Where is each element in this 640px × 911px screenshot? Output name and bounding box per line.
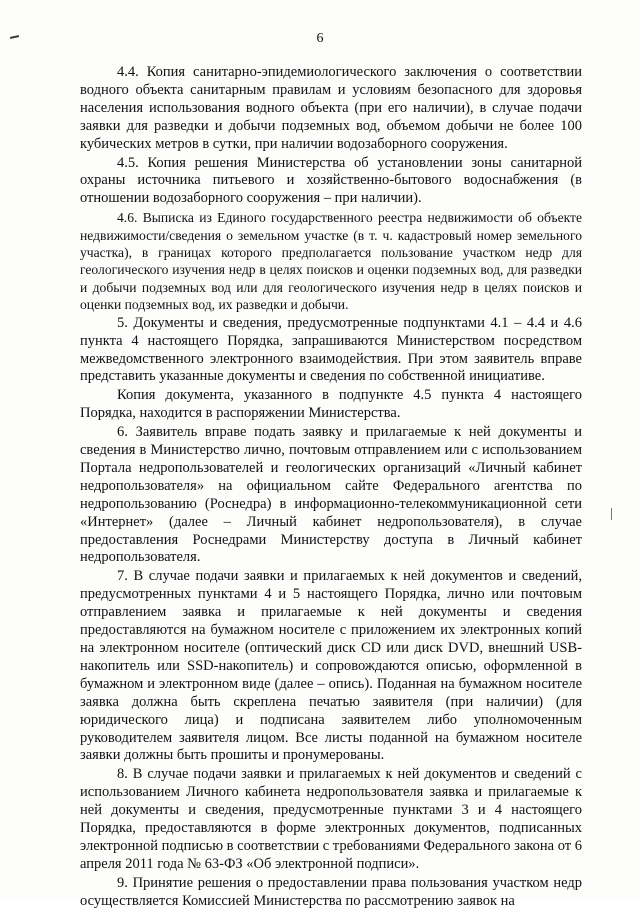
paragraph-8: 8. В случае подачи заявки и прилагаемых к ней документов и сведений с использованием Личного кабинета недропользователя заявка и прилагаемые к ней документы и сведения, предусмотренные пунктами 3 и 4 настоящего Порядка, предоставляются в форме электронных документов, подписанных электронной подписью в соответствии с требованиями Федерального закона от 6 апреля 2011 года № 63-ФЗ «Об электронной подписи». — [80, 766, 582, 872]
document-body — [80, 64, 582, 911]
paragraph-7: 7. В случае подачи заявки и прилагаемых к ней документов и сведений, предусмотренных пунктами 4 и 5 настоящего Порядка, лично или почтовым отправлением заявка и прилагаемые к ней документы и сведения предоставляются на бумажном носителе с приложением их электронных копий на электронном носителе (оптический диск CD или диск DVD, внешний USB-накопитель или SSD-накопитель) и сопровождаются описью, оформленной в бумажном и электронном виде (далее – опись). Поданная на бумажном носителе заявка должна быть скреплена печатью заявителя (при наличии) (для юридического лица) и подписана заявителем либо уполномоченным руководителем заявителя лицом. Все листы поданной на бумажном носителе заявки должны быть прошиты и пронумерованы. — [80, 568, 582, 764]
paragraph-5-note: Копия документа, указанного в подпункте 4.5 пункта 4 настоящего Порядка, находится в распоряжении Министерства. — [80, 387, 582, 422]
paragraph-4-6: 4.6. Выписка из Единого государственного реестра недвижимости об объекте недвижимости/сведения о земельном участке (в т. ч. кадастровый номер земельного участка), в границах которого предполагается пользование участком недр для геологического изучения недр в целях поисков и оценки подземных вод, для разведки и добычи подземных вод или для геологического изучения недр в целях поисков и оценки подземных вод, их разведки и добычи. — [80, 210, 582, 313]
page-number: 6 — [316, 31, 324, 46]
paragraph-4-5: 4.5. Копия решения Министерства об установлении зоны санитарной охраны источника питьевого и хозяйственно-бытового водоснабжения (в отношении водозаборного сооружения – при наличии). — [80, 154, 582, 207]
paragraph-6: 6. Заявитель вправе подать заявку и прилагаемые к ней документы и сведения в Министерство лично, почтовым отправлением или с использованием Портала недропользователей и геологических организаций «Личный кабинет недропользователя» на официальном сайте Федерального агентства по недропользованию (Роснедра) в информационно-телекоммуникационной сети «Интернет» (далее – Личный кабинет недропользователя), в случае предоставления Роснедрами Министерству доступа в Личный кабинет недропользователя. — [80, 424, 582, 566]
paragraph-5: 5. Документы и сведения, предусмотренные подпунктами 4.1 – 4.4 и 4.6 пункта 4 настоящего Порядка, запрашиваются Министерством посредством межведомственного электронного взаимодействия. При этом заявитель вправе представить указанные документы и сведения по собственной инициативе. — [80, 314, 582, 385]
scan-mark — [611, 508, 612, 520]
paragraph-4-4: 4.4. Копия санитарно-эпидемиологического заключения о соответствии водного объекта санитарным правилам и условиям безопасного для здоровья населения использования водного объекта (при его наличии), в случае подачи заявки для разведки и добычи подземных вод, объемом добычи не более 100 кубических метров в сутки, при наличии водозаборного сооружения. — [80, 64, 582, 152]
paragraph-9: 9. Принятие решения о предоставлении права пользования участком недр осуществляется Комиссией Министерства по рассмотрению заявок на — [80, 874, 582, 909]
